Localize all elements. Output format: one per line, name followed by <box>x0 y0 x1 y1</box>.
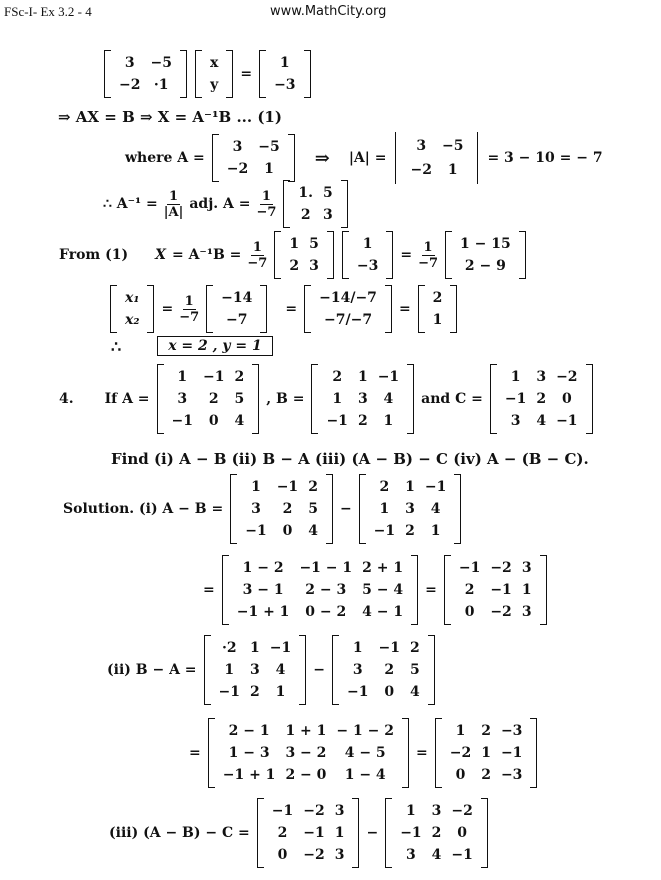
if-a-label: If A = <box>104 391 150 407</box>
matrix-cell: 2 <box>357 413 368 429</box>
matrix-cell: 3 <box>251 501 261 517</box>
matrix-cell: 1 <box>430 523 441 539</box>
line-5 <box>56 231 530 279</box>
det-a-label: |A| = <box>348 150 387 166</box>
result-matrix <box>435 718 538 788</box>
matrix-cell: 1 − 15 <box>460 236 511 252</box>
matrix-cell: 1 <box>406 803 416 819</box>
matrix-cell: −3 <box>274 77 296 93</box>
matrix-cell: 1. <box>298 185 314 201</box>
header-left: FSc-I- Ex 3.2 - 4 <box>4 4 92 19</box>
matrix-cell: 2 <box>481 767 491 783</box>
matrix-cell: −1 <box>303 825 325 841</box>
matrix-cell: 1 <box>251 479 261 495</box>
matrix-cell: 4 <box>275 662 286 678</box>
matrix-cell: 3 − 1 <box>242 582 284 598</box>
matrix-cell: 3 <box>521 604 532 620</box>
from-1-label: From (1) <box>59 247 129 263</box>
adj-label: adj. A = <box>189 196 251 212</box>
inverse-label: ∴ A⁻¹ = <box>103 196 158 212</box>
matrix-cell: 4 <box>536 413 547 429</box>
matrix-cell: 2 <box>282 501 293 517</box>
matrix-cell: − 1 − 2 <box>336 723 394 739</box>
fraction-1-over-det: $\frac{1}{|A|}$ <box>163 188 184 220</box>
matrix-cell: 5 <box>234 391 245 407</box>
matrix-cell: −2 <box>303 847 325 863</box>
matrix-cell: 5 − 4 <box>362 582 404 598</box>
matrix-cell: −1 <box>326 413 348 429</box>
matrix-cell: −1 + 1 <box>222 767 276 783</box>
matrix-cell: 0 <box>208 413 219 429</box>
matrix-cell: −1 <box>203 369 225 385</box>
matrix-cell: 4 <box>308 523 318 539</box>
matrix-cell: 0 <box>455 767 466 783</box>
matrix-cell: 2 − 3 <box>305 582 347 598</box>
matrix-cell: 1 <box>332 391 343 407</box>
minus: − <box>339 501 352 517</box>
matrix-cell: −3 <box>500 723 523 739</box>
matrix-cell: 1 <box>455 723 466 739</box>
matrix-cell: 2 <box>432 290 443 306</box>
matrix-cell: −1 <box>171 413 194 429</box>
matrix-cell: 2 − 0 <box>285 767 327 783</box>
matrix-cell: 1 <box>352 640 363 656</box>
matrix-cell: 4 <box>234 413 245 429</box>
matrix-cell: 0 <box>561 391 572 407</box>
matrix-cell: 1 − 3 <box>228 745 270 761</box>
matrix-cell: 3 <box>406 847 416 863</box>
matrix-cell: 2 − 9 <box>464 258 506 274</box>
matrix-cell: 1 <box>177 369 188 385</box>
matrix-cell: −7/−7 <box>324 312 373 328</box>
vector-x <box>110 285 154 333</box>
matrix-cell: −2 <box>226 161 249 177</box>
line-find <box>108 450 592 468</box>
matrix-cell: 2 − 1 <box>228 723 270 739</box>
equals: = <box>161 301 174 317</box>
matrix-c <box>385 798 488 868</box>
matrix-cell: 1 <box>250 640 260 656</box>
matrix-cell: 1 <box>510 369 521 385</box>
difference-matrix <box>208 718 409 788</box>
matrix-cell: 2 <box>409 640 420 656</box>
matrix-cell: 1 <box>224 662 235 678</box>
solution-i <box>60 474 465 544</box>
matrix-cell: −3 <box>356 258 379 274</box>
matrix-cell: −7 <box>226 312 248 328</box>
matrix-cell: 4 <box>383 391 394 407</box>
matrix-cell: 3 <box>521 560 532 576</box>
matrix-cell: 3 <box>352 662 363 678</box>
matrix-cell: −1 <box>347 684 369 700</box>
equals: = <box>285 301 298 317</box>
b-minus-a-label: (ii) B − A = <box>107 662 197 678</box>
matrix-cell: 0 <box>457 825 468 841</box>
matrix-cell: −2 <box>556 369 578 385</box>
matrix-cell: 2 <box>481 723 491 739</box>
matrix-cell: 3 <box>334 847 345 863</box>
matrix-cell: −1 <box>271 803 294 819</box>
matrix-cell: 1 <box>362 236 373 252</box>
matrix-a <box>212 134 295 182</box>
implies-arrow: ⇒ <box>314 147 330 169</box>
matrix-cell: 1 − 4 <box>344 767 386 783</box>
c-label: and C = <box>421 391 483 407</box>
matrix-cell: −1 <box>269 640 292 656</box>
line-7 <box>108 336 273 356</box>
matrix-a-minus-b <box>257 798 360 868</box>
determinant <box>393 132 480 184</box>
result-vector <box>418 285 458 333</box>
fraction: $\frac{1}{-7}$ <box>418 239 439 271</box>
matrix-cell: −1 <box>458 560 481 576</box>
matrix-cell: 2 <box>250 684 260 700</box>
matrix-cell: −5 <box>150 55 172 71</box>
matrix-cell: −3 <box>500 767 523 783</box>
matrix-cell: 1 <box>447 162 458 178</box>
matrix-cell: ·2 <box>221 640 237 656</box>
matrix-cell: −1 <box>377 369 400 385</box>
matrix-cell: 2 <box>208 391 219 407</box>
matrix-cell: 0 − 2 <box>305 604 347 620</box>
matrix-cell: −1 − 1 <box>299 560 353 576</box>
result-vector <box>445 231 526 279</box>
question-number: 4. <box>59 391 74 407</box>
equals: = <box>240 66 253 82</box>
matrix-cell: −2 <box>451 803 473 819</box>
matrix-cell: 1 + 1 <box>285 723 327 739</box>
matrix-cell: −2 <box>490 560 512 576</box>
matrix-cell: −5 <box>441 138 464 154</box>
matrix-cell: 3 <box>510 413 521 429</box>
matrix-b <box>311 364 414 434</box>
line-1 <box>100 50 315 98</box>
matrix-cell: −1 <box>451 847 473 863</box>
fraction: $\frac{1}{-7}$ <box>247 239 268 271</box>
matrix-a <box>230 474 333 544</box>
matrix-cell: −2 <box>449 745 472 761</box>
where-a-label: where A = <box>125 150 205 166</box>
matrix-a <box>157 364 260 434</box>
matrix-cell: −1 <box>500 745 523 761</box>
matrix-cell: 2 <box>384 662 395 678</box>
matrix-cell: 2 <box>300 207 311 223</box>
matrix-cell: 0 <box>277 847 288 863</box>
matrix-cell: −14/−7 <box>319 290 377 306</box>
question-4 <box>56 364 597 434</box>
det-result: = 3 − 10 = − 7 <box>487 150 603 166</box>
matrix-cell: 5 <box>308 501 318 517</box>
equals: = <box>189 745 201 761</box>
matrix-cell: 2 <box>289 258 300 274</box>
matrix-cell: 4 <box>431 847 442 863</box>
matrix-a <box>332 635 435 705</box>
matrix-cell: 3 <box>250 662 260 678</box>
minus: − <box>366 825 379 841</box>
vector-x <box>195 50 233 98</box>
matrix-cell: 0 <box>282 523 293 539</box>
matrix-cell: 2 <box>405 523 415 539</box>
difference-matrix <box>222 555 418 625</box>
matrix-cell: 3 − 2 <box>285 745 327 761</box>
matrix-cell: −1 <box>400 825 422 841</box>
line-2 <box>55 108 285 126</box>
solution-ii-work <box>186 718 541 788</box>
matrix-cell: 2 + 1 <box>362 560 404 576</box>
matrix-cell: 2 <box>234 369 245 385</box>
matrix-cell: −1 <box>504 391 527 407</box>
matrix-cell: 5 <box>323 185 333 201</box>
matrix-cell: 2 <box>464 582 475 598</box>
b-label: , B = <box>266 391 305 407</box>
matrix-cell: 3 <box>405 501 415 517</box>
header-site: www.MathCity.org <box>270 4 387 19</box>
answer-box: x = 2 , y = 1 <box>157 336 273 356</box>
matrix-cell: 1 <box>481 745 491 761</box>
matrix-cell: x <box>209 55 219 71</box>
matrix-cell: 2 <box>536 391 547 407</box>
vector <box>342 231 393 279</box>
matrix-a <box>104 50 187 98</box>
line-4 <box>100 180 352 228</box>
vector <box>304 285 392 333</box>
matrix <box>274 231 334 279</box>
line-6 <box>106 285 461 333</box>
fraction: $\frac{1}{-7}$ <box>256 188 277 220</box>
fraction: $\frac{1}{-7}$ <box>179 293 200 325</box>
therefore-symbol: ∴ <box>111 336 122 356</box>
matrix-cell: 1 <box>279 55 290 71</box>
matrix-cell: −5 <box>258 139 280 155</box>
equals: = <box>425 582 437 598</box>
matrix-cell: −2 <box>490 604 512 620</box>
matrix-cell: 5 <box>309 236 319 252</box>
matrix-cell: 1 <box>432 312 443 328</box>
matrix-cell: 3 <box>334 803 345 819</box>
matrix-cell: 1 <box>379 501 390 517</box>
matrix-cell: 5 <box>409 662 420 678</box>
matrix-cell: −2 <box>119 77 141 93</box>
matrix-cell: −1 <box>556 413 578 429</box>
matrix-cell: −1 <box>276 479 299 495</box>
equals: = <box>400 247 413 263</box>
matrix-cell: 3 <box>536 369 547 385</box>
matrix-cell: 2 <box>431 825 442 841</box>
matrix-cell: y <box>210 77 219 93</box>
matrix-cell: x₂ <box>125 312 140 328</box>
matrix-cell: ·1 <box>153 77 169 93</box>
equals: = <box>415 745 428 761</box>
matrix-b <box>359 474 462 544</box>
matrix-cell: 3 <box>416 138 427 154</box>
matrix-cell: 0 <box>384 684 395 700</box>
solution-i-work <box>200 555 551 625</box>
matrix-cell: 1 <box>405 479 415 495</box>
matrix-cell: 1 − 2 <box>242 560 284 576</box>
matrix-b <box>204 635 307 705</box>
matrix-c <box>490 364 593 434</box>
matrix-cell: 3 <box>232 139 243 155</box>
matrix-cell: 1 <box>383 413 394 429</box>
vector-b <box>259 50 310 98</box>
equals: = <box>203 582 215 598</box>
matrix-cell: 3 <box>309 258 319 274</box>
matrix-cell: −1 <box>245 523 267 539</box>
ax-b-statement: ⇒ AX = B ⇒ X = A⁻¹B ... (1) <box>58 108 282 126</box>
matrix-cell: 2 <box>308 479 318 495</box>
matrix-cell: 4 <box>409 684 420 700</box>
equals: = A⁻¹B = <box>171 247 242 263</box>
matrix-cell: 1 <box>275 684 286 700</box>
matrix-cell: 4 − 1 <box>362 604 404 620</box>
vector <box>206 285 267 333</box>
matrix-cell: −2 <box>410 162 432 178</box>
solution-iii <box>106 798 492 868</box>
matrix-cell: 1 <box>334 825 345 841</box>
matrix-cell: 1 <box>264 161 274 177</box>
matrix-cell: −14 <box>221 290 253 306</box>
matrix-cell: 3 <box>177 391 188 407</box>
matrix-cell: x₁ <box>125 290 140 306</box>
matrix-cell: −1 <box>424 479 447 495</box>
matrix-cell: 2 <box>332 369 343 385</box>
solution-ii <box>104 635 439 705</box>
matrix-cell: 4 <box>430 501 441 517</box>
matrix-cell: 2 <box>379 479 390 495</box>
equals: = <box>398 301 411 317</box>
matrix-cell: −1 + 1 <box>236 604 290 620</box>
matrix-cell: −2 <box>303 803 325 819</box>
matrix-cell: 1 <box>357 369 368 385</box>
matrix-cell: −1 <box>373 523 396 539</box>
matrix-cell: −1 <box>378 640 400 656</box>
matrix-cell: 0 <box>464 604 475 620</box>
adj-matrix <box>283 180 347 228</box>
matrix-cell: 1 <box>289 236 300 252</box>
minus: − <box>313 662 325 678</box>
matrix-cell: −1 <box>490 582 512 598</box>
var-x: X <box>155 247 166 263</box>
matrix-cell: 3 <box>431 803 442 819</box>
line-3 <box>122 132 606 184</box>
result-matrix <box>444 555 547 625</box>
matrix-cell: 4 − 5 <box>344 745 386 761</box>
solution-label: Solution. (i) A − B = <box>63 501 224 517</box>
matrix-cell: 2 <box>277 825 288 841</box>
a-minus-b-minus-c-label: (iii) (A − B) − C = <box>109 825 250 841</box>
matrix-cell: −1 <box>218 684 241 700</box>
find-statement: Find (i) A − B (ii) B − A (iii) (A − B) − C (iv) A − (B − C). <box>111 450 589 468</box>
matrix-cell: 3 <box>124 55 135 71</box>
matrix-cell: 1 <box>521 582 532 598</box>
matrix-cell: 3 <box>357 391 368 407</box>
matrix-cell: 3 <box>323 207 333 223</box>
